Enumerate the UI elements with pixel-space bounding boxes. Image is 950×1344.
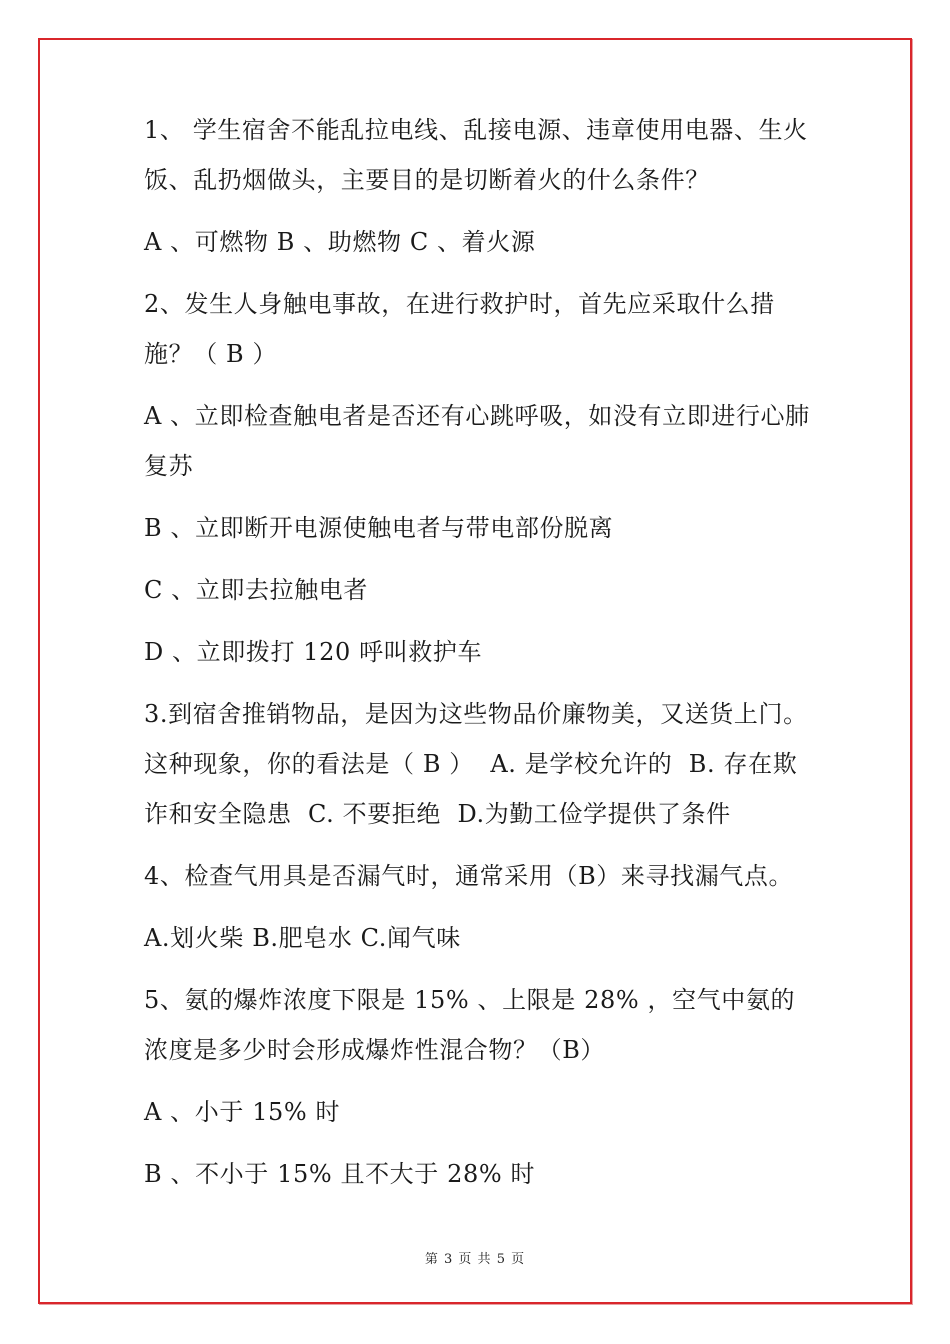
question-2-option-a: A 、立即检查触电者是否还有心跳呼吸，如没有立即进行心肺复苏 <box>144 402 810 480</box>
page-number: 第 3 页 共 5 页 <box>424 1252 526 1267</box>
question-5-option-a: A 、小于 15% 时 <box>144 1098 341 1126</box>
question-4: 4、检查气用具是否漏气时，通常采用（B）来寻找漏气点。 <box>144 862 794 890</box>
question-2-option-c: C 、立即去拉触电者 <box>144 576 368 604</box>
question-5-option-b: B 、不小于 15% 且不大于 28% 时 <box>144 1160 536 1188</box>
question-1: 1、 学生宿舍不能乱拉电线、乱接电源、违章使用电器、生火饭、乱扔烟做头，主要目的是切断着火的什么条件？ <box>144 116 808 194</box>
document-body <box>144 105 814 1211</box>
question-2-option-d: D 、立即拨打 120 呼叫救护车 <box>144 638 483 666</box>
question-2: 2、发生人身触电事故，在进行救护时，首先应采取什么措施？（ B ） <box>144 290 775 368</box>
question-3: 3.到宿舍推销物品，是因为这些物品价廉物美，又送货上门。这种现象，你的看法是（ B ） A. 是学校允许的 B. 存在欺诈和安全隐患 C. 不要拒绝 D.为勤工俭学提供了条件 <box>144 700 808 828</box>
question-1-options: A 、可燃物 B 、助燃物 C 、着火源 <box>144 228 536 256</box>
question-5: 5、氨的爆炸浓度下限是 15% 、上限是 28% ，空气中氨的浓度是多少时会形成爆炸性混合物？（B） <box>144 986 796 1064</box>
question-2-option-b: B 、立即断开电源使触电者与带电部份脱离 <box>144 514 614 542</box>
question-4-options: A.划火柴 B.肥皂水 C.闻气味 <box>144 924 461 952</box>
